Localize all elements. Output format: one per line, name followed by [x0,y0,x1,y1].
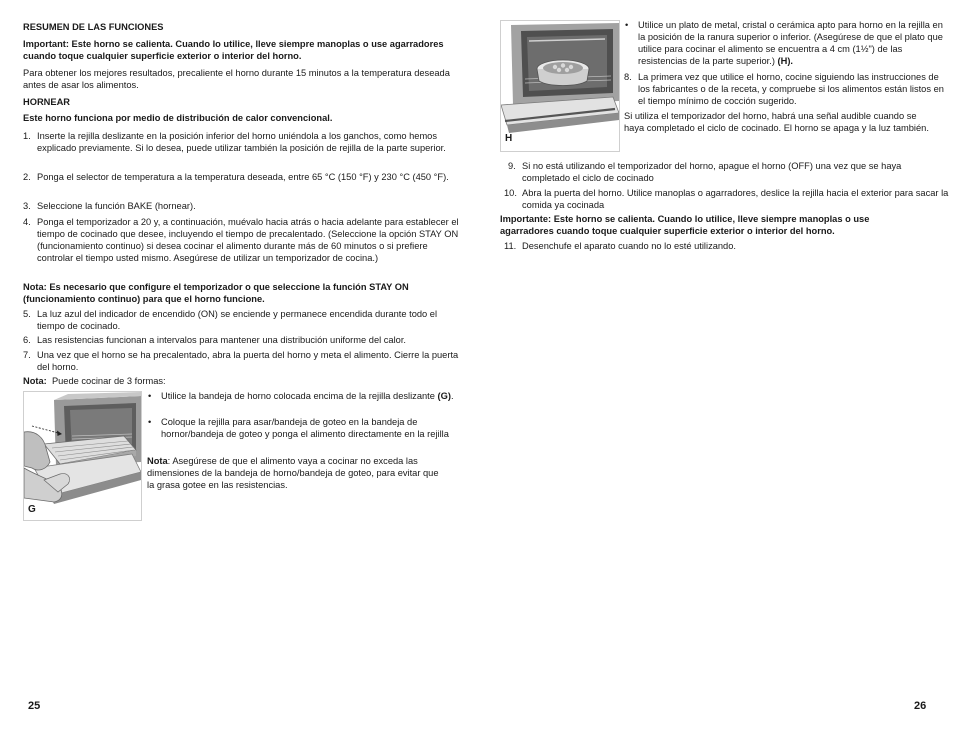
section-title: RESUMEN DE LAS FUNCIONES [23,22,164,32]
step-number: 3. [23,201,31,211]
step-number: 2. [23,172,31,182]
bullet-text: Coloque la rejilla para asar/bandeja de goteo en la bandeja de hornor/bandeja de goteo y ponga el alimento directamente en la rejilla [161,417,449,439]
step-7 [23,349,460,373]
important-warning: Importante: Este horno se calienta. Cuando lo utilice, lleve siempre manoplas o use agarradores cuando toque cualquier superficie exterior o interior del horno. [500,214,870,236]
bullet-rack [147,416,461,440]
bullet-figure-ref: (G) [437,391,451,401]
bullet-text: Utilice la bandeja de horno colocada encima de la rejilla deslizante [161,391,438,401]
figure-h [500,20,620,152]
step-number: 6. [23,335,31,345]
step-text: Ponga el selector de temperatura a la temperatura deseada, entre 65 °C (150 °F) y 230 °C (450 °F). [37,172,449,182]
step-5 [23,308,460,332]
bullet-dot: • [148,417,152,427]
step-text: Abra la puerta del horno. Utilice manoplas o agarradores, deslice la rejilla hacia el exterior para sacar la comida ya cocinada [522,188,949,210]
bullet-figure-ref: (H). [777,56,794,66]
bullet-dot: • [148,391,152,401]
bullet-dish [624,19,946,67]
step-number: 9. [508,161,516,171]
figure-label: H [505,133,513,144]
step-text: Si no está utilizando el temporizador del horno, apague el horno (OFF) una vez que se haya completado el ciclo de cocinado [522,161,902,183]
step-text: La luz azul del indicador de encendido (ON) se enciende y permanece encendida durante todo el tiempo de cocinado. [37,309,438,331]
step-8 [624,71,946,107]
bake-subheading: Este horno funciona por medio de distribución de calor convencional. [23,113,333,123]
step-text: Desenchufe el aparato cuando no lo esté utilizando. [522,241,736,251]
step-text: La primera vez que utilice el horno, cocine siguiendo las instrucciones de los fabricantes o de la receta, y compruebe si los alimentos están listos en el tiempo mínimo de cocción sugerido. [638,72,944,106]
note-label: Nota: [23,376,47,386]
step-text: Ponga el temporizador a 20 y, a continuación, muévalo hacia atrás o hacia adelante para establecer el tiempo de cocinado que desee, incluyendo el tiempo de precalentado. (Seleccione la opción STAY ON (funcionamiento continuo) si desea cocinar el alimento durante más de 60 minutos o si prefiere controlar el tiempo usted mismo. Asegúrese de utilizar un temporizador de cocina.) [37,217,459,263]
step-number: 8. [624,72,632,82]
step-1 [23,130,460,154]
bullet-dot: • [625,20,629,30]
step-2 [23,171,460,183]
step-10 [504,187,950,211]
bake-heading: HORNEAR [23,97,71,107]
oven-dish-illustration [501,21,619,151]
step-number: 1. [23,131,31,141]
step-number: 11. [504,241,517,251]
note-ways [23,375,166,387]
bullet-text: Utilice un plato de metal, cristal o cerámica apto para horno en la rejilla en la posición de la ranura superior o inferior. (Asegúrese de que el plato que utilice para cocinar el alimento se encuentra a 4 cm (1½") de las resistencias de la parte superior.) [638,20,943,66]
important-warning: Important: Este horno se calienta. Cuando lo utilice, lleve siempre manoplas o use agarradores cuando toque cualquier superficie exterior o interior del horno. [23,39,444,61]
step-3 [23,200,460,212]
note-stay-on: Nota: Es necesario que configure el temporizador o que seleccione la función STAY ON (funcionamiento continuo) para que el horno funcione. [23,282,409,304]
page-number: 25 [28,700,41,712]
step-text: Una vez que el horno se ha precalentado, abra la puerta del horno y meta el alimento. Cierre la puerta del horno. [37,350,459,372]
step-text: Las resistencias funcionan a intervalos para mantener una distribución uniforme del calor. [37,335,406,345]
step-4 [23,216,460,264]
step-9 [508,160,946,184]
step-6 [23,334,460,346]
step-number: 5. [23,309,31,319]
note-text: : Asegúrese de que el alimento vaya a cocinar no exceda las dimensiones de la bandeja de horno/bandeja de goteo, para evitar que la grasa gotee en las resistencias. [147,456,439,490]
step-text: Inserte la rejilla deslizante en la posición inferior del horno uniéndola a los ganchos, como hemos explicado previamente. Si lo desea, puede utilizar también la posición de rejilla de la parte superior. [37,131,446,153]
figure-g [23,391,142,521]
step-number: 7. [23,350,31,360]
step-text: Seleccione la función BAKE (hornear). [37,201,196,211]
figure-label: G [28,504,36,515]
bullet-tail: . [450,391,454,401]
step-number: 10. [504,188,517,198]
step-number: 4. [23,217,31,227]
timer-note: Si utiliza el temporizador del horno, habrá una señal audible cuando se haya completado el ciclo de cocinado. El horno se apaga y la luz también. [624,111,929,133]
intro-text: Para obtener los mejores resultados, precaliente el horno durante 15 minutos a la temperatura deseada antes de asar los alimentos. [23,68,450,90]
note-label: Nota [147,456,168,466]
page-number: 26 [914,700,927,712]
note-size [147,455,443,491]
oven-tray-illustration [24,392,141,520]
step-11 [504,240,950,252]
bullet-tray [147,390,470,402]
note-text: Puede cocinar de 3 formas: [51,376,166,386]
